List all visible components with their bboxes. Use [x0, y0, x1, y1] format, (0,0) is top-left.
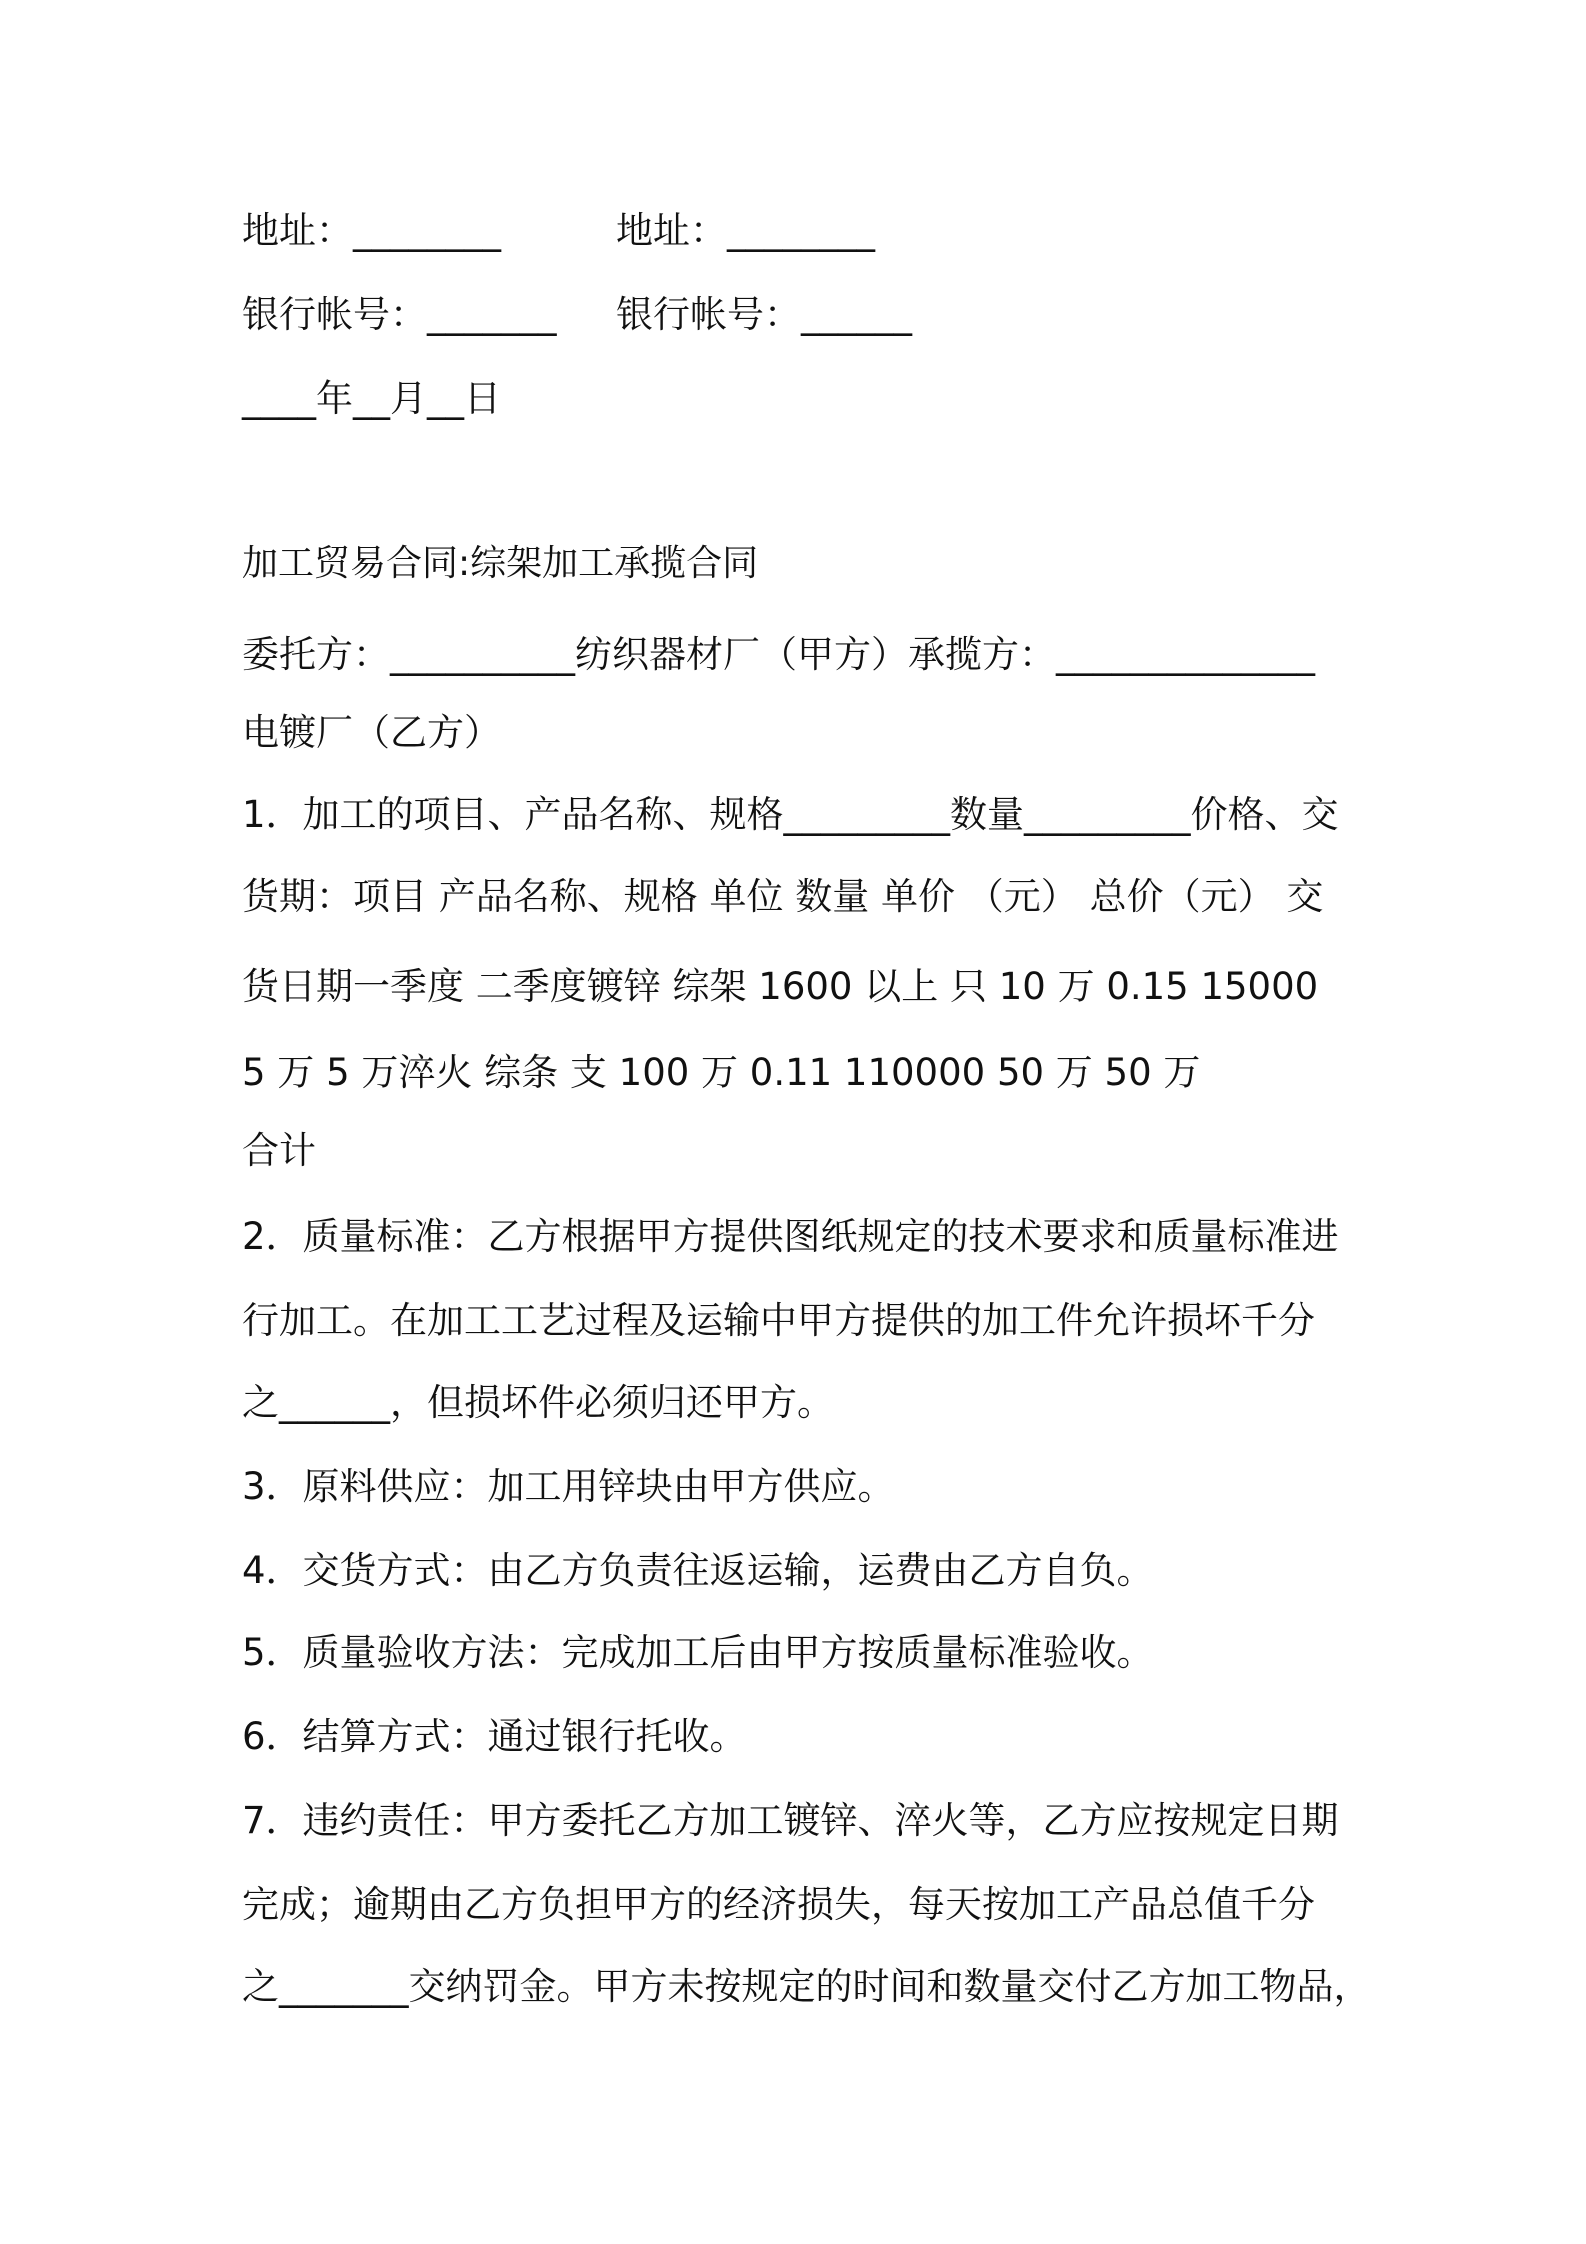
clause-7-line-2: 完成；逾期由乙方负担甲方的经济损失，每天按加工产品总值千分: [242, 1883, 1315, 1926]
clause-3: 3．原料供应：加工用锌块由甲方供应。: [242, 1465, 895, 1508]
address-party-a: 地址：________: [242, 209, 501, 252]
clause-1-line-2: 货期：项目 产品名称、规格 单位 数量 单价 （元） 总价（元） 交: [242, 875, 1324, 918]
clause-2-line-3: 之______，但损坏件必须归还甲方。: [242, 1381, 834, 1424]
clause-1-line-3: 货日期一季度 二季度镀锌 综架 1600 以上 只 10 万 0.15 15000: [242, 965, 1319, 1008]
clause-4: 4．交货方式：由乙方负责往返运输，运费由乙方自负。: [242, 1549, 1154, 1592]
bank-account-party-b: 银行帐号：______: [616, 293, 912, 336]
clause-7-line-3: 之_______交纳罚金。甲方未按规定的时间和数量交付乙方加工物品，: [242, 1965, 1371, 2008]
clause-1-line-1: 1．加工的项目、产品名称、规格_________数量_________价格、交: [242, 793, 1339, 836]
clause-7-line-1: 7．违约责任：甲方委托乙方加工镀锌、淬火等，乙方应按规定日期: [242, 1799, 1339, 1842]
clause-5: 5．质量验收方法：完成加工后由甲方按质量标准验收。: [242, 1631, 1154, 1674]
parties-line-2: 电镀厂（乙方）: [242, 711, 501, 754]
signature-date: ____年__月__日: [242, 377, 501, 420]
clause-2-line-1: 2．质量标准：乙方根据甲方提供图纸规定的技术要求和质量标准进: [242, 1215, 1339, 1258]
address-party-b: 地址：________: [616, 209, 875, 252]
clause-2-line-2: 行加工。在加工工艺过程及运输中甲方提供的加工件允许损坏千分: [242, 1299, 1315, 1342]
bank-account-party-a: 银行帐号：_______: [242, 293, 557, 336]
clause-1-line-4: 5 万 5 万淬火 综条 支 100 万 0.11 110000 50 万 50 万: [242, 1051, 1201, 1094]
clause-6: 6．结算方式：通过银行托收。: [242, 1715, 747, 1758]
clause-1-line-5: 合计: [242, 1129, 316, 1172]
parties-line-1: 委托方：__________纺织器材厂（甲方）承揽方：______________: [242, 633, 1315, 676]
contract-title: 加工贸易合同:综架加工承揽合同: [242, 543, 759, 584]
